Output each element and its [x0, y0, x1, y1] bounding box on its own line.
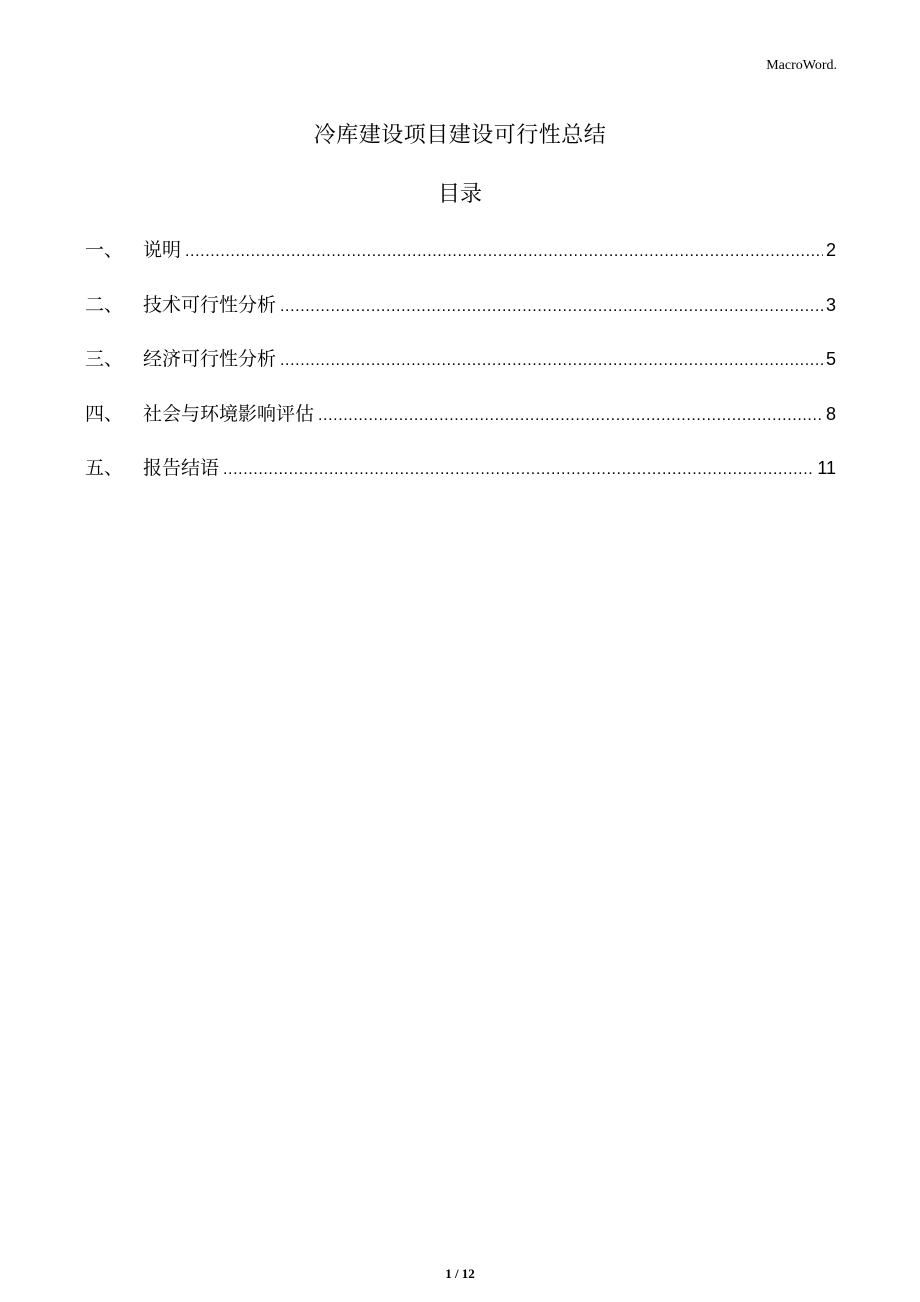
toc-entry-2[interactable] — [85, 289, 836, 344]
toc-dot-leader — [223, 454, 814, 486]
page-number-indicator: 1 / 12 — [445, 1266, 475, 1281]
toc-entry-3[interactable] — [85, 343, 836, 398]
toc-dot-leader — [280, 345, 823, 377]
toc-entry-page: 11 — [817, 458, 836, 478]
toc-entry-label[interactable]: 报告结语 — [143, 457, 220, 479]
toc-entry-5[interactable] — [85, 452, 836, 507]
toc-entry-number: 一、 — [85, 239, 124, 261]
toc-entry-number: 五、 — [85, 457, 124, 479]
toc-entry-page: 5 — [825, 349, 836, 369]
document-title: 冷库建设项目建设可行性总结 — [313, 123, 607, 148]
toc-entry-page: 8 — [825, 403, 836, 424]
header-watermark: MacroWord. — [766, 58, 837, 73]
table-of-contents — [85, 234, 836, 507]
toc-entry-1[interactable] — [85, 234, 836, 289]
toc-entry-number: 四、 — [85, 402, 124, 425]
toc-entry-label[interactable]: 说明 — [143, 239, 182, 261]
toc-dot-leader — [185, 236, 823, 268]
toc-entry-number: 二、 — [85, 293, 124, 316]
toc-entry-page: 2 — [825, 240, 836, 260]
toc-heading: 目录 — [437, 182, 482, 207]
toc-entry-label[interactable]: 经济可行性分析 — [143, 348, 277, 370]
toc-entry-label[interactable]: 社会与环境影响评估 — [143, 402, 315, 425]
toc-entry-label[interactable]: 技术可行性分析 — [143, 293, 277, 316]
toc-entry-page: 3 — [825, 294, 836, 315]
toc-dot-leader — [280, 291, 823, 323]
toc-dot-leader — [318, 400, 823, 432]
toc-entry-number: 三、 — [85, 348, 124, 370]
toc-entry-4[interactable] — [85, 398, 836, 453]
